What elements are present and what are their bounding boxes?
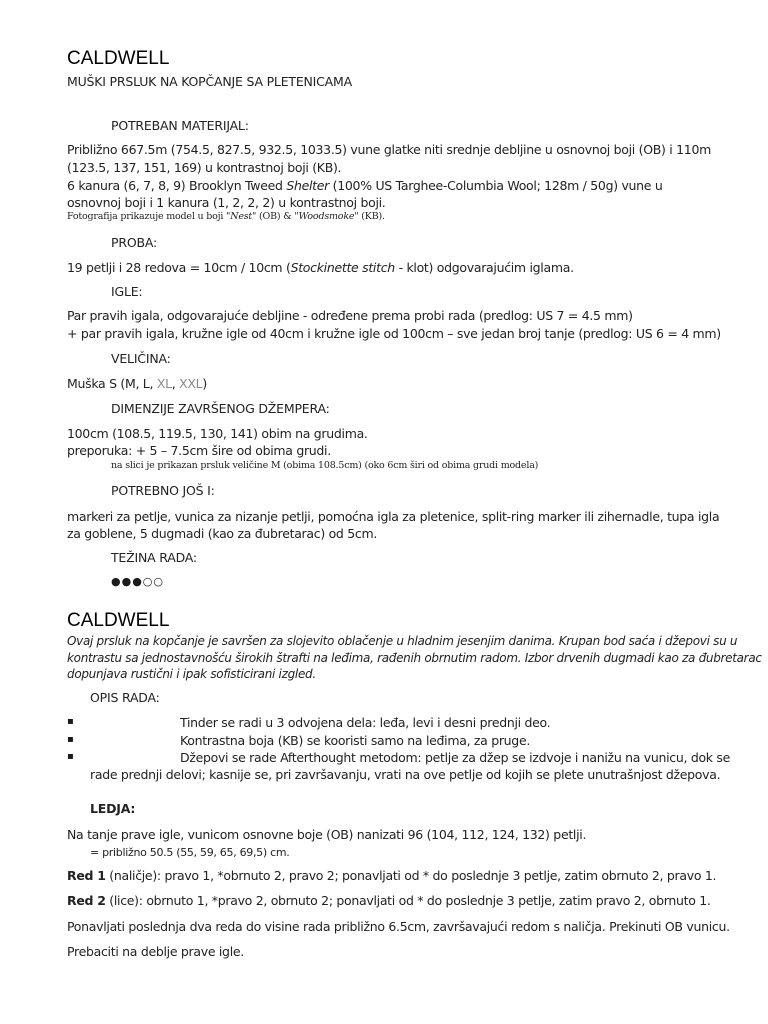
- material-line-3: [67, 177, 662, 194]
- ledja-line-6: Prebaciti na deblje prave igle.: [67, 944, 244, 959]
- photo-caption-a: Fotografija prikazuje model u boji: [67, 211, 227, 222]
- material-line-3c: (100% US Targhee-Columbia Wool; 128m / 50g) vune u: [328, 178, 663, 193]
- title-caldwell: CALDWELL: [67, 48, 170, 69]
- title-caldwell-2: CALDWELL: [67, 610, 170, 631]
- proba-stockinette: Stockinette stitch: [290, 260, 395, 275]
- velicina-end: ): [202, 376, 207, 391]
- heading-igle: IGLE:: [111, 284, 143, 299]
- dimenzije-note: na slici je prikazan prsluk veličine M (obima 108.5cm) (oko 6cm širi od obima grudi modela): [111, 460, 539, 471]
- photo-caption-nest: "Nest": [226, 211, 257, 222]
- material-line-4: osnovnoj boji i 1 kanura (1, 2, 2, 2) u kontrastnoj boji.: [67, 195, 386, 210]
- heading-material: POTREBAN MATERIJAL:: [111, 118, 249, 133]
- material-line-1: Približno 667.5m (754.5, 827.5, 932.5, 1033.5) vune glatke niti srednje debljine u osnovnoj boji (OB) i 110m: [67, 142, 711, 157]
- opis-item-3-line-1: Džepovi se rade Afterthought metodom: petlje za džep se izdvoje i nanižu na vunicu, dok se: [180, 750, 731, 765]
- heading-tezina: TEŽINA RADA:: [111, 550, 197, 565]
- heading-velicina: VELIČINA:: [111, 351, 171, 366]
- intro-line-2: kontrastu sa jednostavnošću širokih štrafti na leđima, rađenih obrnutim radom. Izbor drvenih dugmadi kao za đubretarac: [67, 651, 762, 665]
- igle-line-1: Par pravih igala, odgovarajuće debljine - određene prema probi rada (predlog: US 7 = 4.5 mm): [67, 308, 633, 323]
- velicina-sep: ,: [171, 376, 180, 391]
- material-line-2: (123.5, 137, 151, 169) u kontrastnoj boji (KB).: [67, 160, 342, 175]
- ledja-line-5: Ponavljati poslednja dva reda do visine rada približno 6.5cm, završavajući redom s naličja. Prekinuti OB vunicu.: [67, 919, 730, 934]
- photo-caption-woodsmoke: "Woodsmoke": [294, 211, 359, 222]
- photo-caption: [67, 211, 385, 222]
- red-1-text: (naličje): pravo 1, *obrnuto 2, pravo 2; ponavljati od * do poslednje 3 petlje, zatim obrnuto 2, pravo 1.: [105, 868, 717, 883]
- red-1-label: Red 1: [67, 868, 106, 883]
- proba-text: [67, 259, 574, 276]
- intro-line-3: dopunjava rustični i ipak sofisticirani izgled.: [67, 667, 316, 681]
- ledja-red-2: [67, 892, 711, 909]
- velicina-xl: XL: [156, 376, 172, 391]
- proba-text-c: - klot) odgovarajućim iglama.: [394, 260, 574, 275]
- velicina-text: [67, 375, 207, 392]
- material-line-3a: 6 kanura (6, 7, 8, 9) Brooklyn Tweed: [67, 178, 287, 193]
- velicina-text-a: Muška S (M, L,: [67, 376, 157, 391]
- heading-dimenzije: DIMENZIJE ZAVRŠENOG DŽEMPERA:: [111, 401, 330, 416]
- dimenzije-line-2: preporuka: + 5 – 7.5cm šire od obima grudi.: [67, 443, 331, 458]
- opis-item-2: Kontrastna boja (KB) se kooristi samo na leđima, za pruge.: [180, 733, 531, 748]
- bullet-1: ▪: [67, 716, 74, 727]
- heading-proba: PROBA:: [111, 235, 157, 250]
- potrebno-line-2: za goblene, 5 dugmadi (kao za đubretarac) od 5cm.: [67, 526, 378, 541]
- red-2-text: (lice): obrnuto 1, *pravo 2, obrnuto 2; ponavljati od * do poslednje 3 petlje, zatim pravo 2, obrnuto 1.: [105, 893, 711, 908]
- red-2-label: Red 2: [67, 893, 106, 908]
- velicina-xxl: XXL: [179, 376, 203, 391]
- opis-item-3-line-2: rade prednji delovi; kasnije se, pri završavanju, vrati na ove petlje od kojih se plete unutrašnjost džepova.: [90, 767, 721, 782]
- bullet-3: ▪: [67, 751, 74, 762]
- proba-text-a: 19 petlji i 28 redova = 10cm / 10cm (: [67, 260, 291, 275]
- dimenzije-line-1: 100cm (108.5, 119.5, 130, 141) obim na grudima.: [67, 426, 368, 441]
- heading-ledja: LEDJA:: [90, 801, 136, 816]
- opis-item-1: Tinder se radi u 3 odvojena dela: leđa, levi i desni prednji deo.: [180, 715, 551, 730]
- material-shelter: Shelter: [286, 178, 329, 193]
- difficulty-rating: ●●●○○: [111, 575, 164, 588]
- potrebno-line-1: markeri za petlje, vunica za nizanje petlji, pomoćna igla za pletenice, split-ring marker ili zihernadle, tupa igla: [67, 509, 720, 524]
- heading-potrebno: POTREBNO JOŠ I:: [111, 483, 215, 498]
- heading-opis: OPIS RADA:: [90, 690, 160, 705]
- subtitle: MUŠKI PRSLUK NA KOPČANJE SA PLETENICAMA: [67, 74, 352, 89]
- igle-line-2: + par pravih igala, kružne igle od 40cm i kružne igle od 100cm – sve jedan broj tanje (predlog: US 6 = 4 mm): [67, 326, 721, 341]
- ledja-line-2: = približno 50.5 (55, 59, 65, 69,5) cm.: [90, 846, 290, 859]
- ledja-line-1: Na tanje prave igle, vunicom osnovne boje (OB) nanizati 96 (104, 112, 124, 132) petlji.: [67, 827, 587, 842]
- photo-caption-c: (OB) &: [256, 211, 295, 222]
- intro-line-1: Ovaj prsluk na kopčanje je savršen za slojevito oblačenje u hladnim jesenjim danima. Krupan bod saća i džepovi su u: [67, 634, 738, 648]
- photo-caption-e: (KB).: [358, 211, 385, 222]
- bullet-2: ▪: [67, 734, 74, 745]
- ledja-red-1: [67, 867, 716, 884]
